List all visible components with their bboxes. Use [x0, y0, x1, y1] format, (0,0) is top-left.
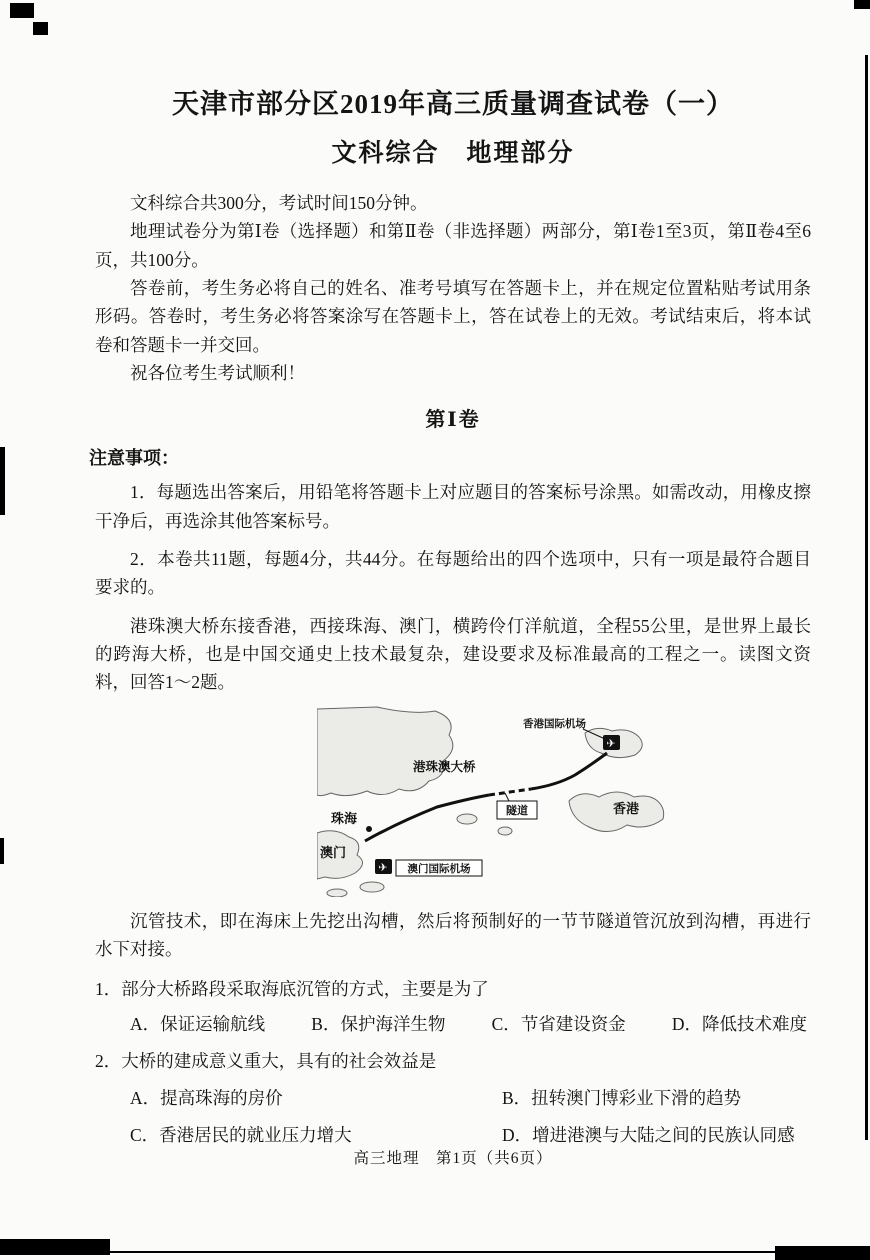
- section-heading-volume1: 第Ⅰ卷: [425, 409, 481, 432]
- question-1-stem: 1．部分大桥路段采取海底沉管的方式，主要是为了: [95, 978, 489, 999]
- hongkong-airport-label: 香港国际机场: [523, 717, 586, 730]
- bridge-label: 港珠澳大桥: [413, 759, 476, 774]
- scan-mark-bottom-right: [775, 1246, 870, 1260]
- option-2b: B．扭转澳门博彩业下滑的趋势: [502, 1087, 742, 1108]
- question-2-options: [130, 1085, 811, 1147]
- bridge-route-east: [531, 753, 607, 789]
- intro-paragraph: 地理试卷分为第Ⅰ卷（选择题）和第Ⅱ卷（非选择题）两部分，第Ⅰ卷1至3页，第Ⅱ卷4至6页，共100分。: [95, 221, 811, 270]
- hongkong-label: 香港: [613, 800, 640, 816]
- tunnel-label: 隧道: [506, 804, 528, 817]
- page-footer: 高三地理 第1页（共6页）: [353, 1150, 553, 1167]
- scan-mark-top-left-1: [10, 3, 34, 18]
- macau-airport-label: 澳门国际机场: [407, 862, 471, 875]
- bridge-map-svg: [317, 705, 667, 897]
- notice-item: 2．本卷共11题，每题4分，共44分。在每题给出的四个选项中，只有一项是最符合题目要求的。: [95, 549, 811, 598]
- intro-paragraph: 文科综合共300分，考试时间150分钟。: [130, 193, 428, 213]
- map-islet: [327, 889, 347, 897]
- page-title: 天津市部分区2019年高三质量调查试卷（一）: [172, 89, 734, 119]
- option-1d: D．降低技术难度: [671, 1013, 807, 1034]
- option-1c: C．节省建设资金: [491, 1013, 626, 1034]
- option-2d: D．增进港澳与大陆之间的民族认同感: [502, 1124, 795, 1145]
- intro-paragraph: 祝各位考生考试顺利！: [130, 363, 305, 384]
- scan-edge-line-right: [865, 55, 868, 1140]
- option-1b: B．保护海洋生物: [311, 1013, 446, 1034]
- hongkong-airport-plane-glyph: ✈: [606, 736, 616, 750]
- scan-mark-top-right: [854, 0, 870, 9]
- map-mainland: [317, 707, 453, 796]
- exam-page: [89, 82, 811, 1147]
- scan-mark-left-2: [0, 838, 4, 864]
- map-islet: [457, 814, 477, 824]
- question-2-stem: 2．大桥的建成意义重大，具有的社会效益是: [95, 1050, 437, 1071]
- notice-label: 注意事项：: [89, 448, 179, 469]
- passage-tunnel: 沉管技术，即在海床上先挖出沟槽，然后将预制好的一节节隧道管沉放到沟槽，再进行水下对接。: [95, 910, 811, 960]
- bridge-map-figure: [317, 705, 667, 897]
- zhuhai-dot: [366, 826, 372, 832]
- scan-mark-left-1: [0, 447, 5, 515]
- macau-airport-plane-glyph: ✈: [378, 860, 388, 874]
- page-subtitle: 文科综合 地理部分: [331, 140, 575, 167]
- scan-mark-bottom-left: [0, 1239, 110, 1255]
- tunnel-leader: [505, 793, 509, 801]
- question-1-options: [130, 1011, 811, 1036]
- notice-item: 1．每题选出答案后，用铅笔将答题卡上对应题目的答案标号涂黑。如需改动，用橡皮擦干净后，再选涂其他答案标号。: [95, 482, 811, 531]
- option-1a: A．保证运输航线: [130, 1013, 266, 1034]
- scan-edge-line-bottom: [40, 1251, 830, 1253]
- option-2a: A．提高珠海的房价: [130, 1087, 283, 1108]
- bridge-tunnel-segment: [489, 789, 531, 795]
- scan-mark-top-left-2: [33, 22, 48, 35]
- intro-paragraph: 答卷前，考生务必将自己的姓名、准考号填写在答题卡上，并在规定位置粘贴考试用条形码。答卷时，考生务必将答案涂写在答题卡上，答在试卷上的无效。考试结束后，将本试卷和答题卡一并交回。: [95, 278, 811, 355]
- macau-label: 澳门: [320, 844, 347, 860]
- map-islet: [360, 882, 384, 892]
- intro-block: [95, 189, 811, 387]
- passage-bridge: 港珠澳大桥东接香港，西接珠海、澳门，横跨伶仃洋航道，全程55公里，是世界上最长的跨海大桥，也是中国交通史上技术最复杂，建设要求及标准最高的工程之一。读图文资料，回答1～2题。: [95, 615, 811, 693]
- zhuhai-label: 珠海: [331, 810, 358, 826]
- option-2c: C．香港居民的就业压力增大: [130, 1124, 352, 1145]
- map-islet: [498, 827, 512, 835]
